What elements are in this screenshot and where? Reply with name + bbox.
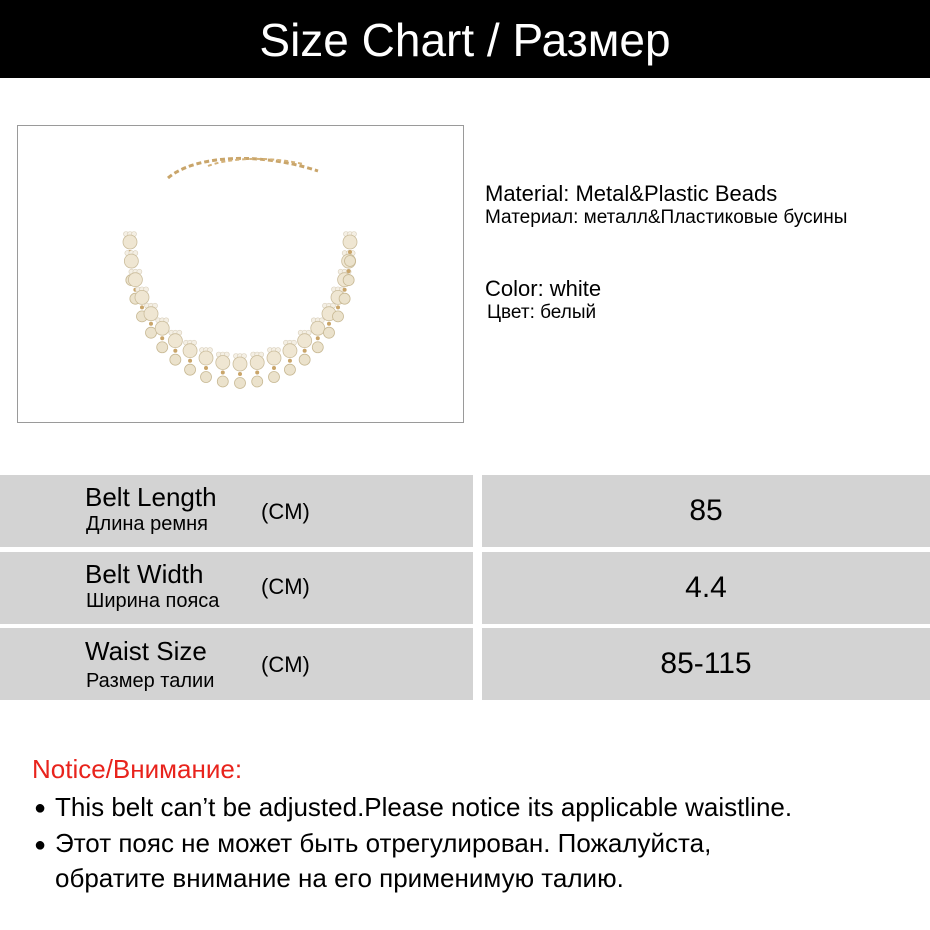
row-label-cell: [0, 475, 473, 547]
notice-title: Notice/Внимание:: [32, 754, 243, 784]
belt-bead: [124, 254, 138, 268]
belt-drop-bead: [170, 354, 181, 365]
bullet-icon: ●: [34, 834, 47, 856]
belt-gold-link: [288, 359, 292, 363]
row-label-cell: [0, 552, 473, 624]
belt-gold-link: [204, 366, 208, 370]
row-unit: (CM): [261, 499, 310, 524]
belt-drop-bead: [343, 275, 354, 286]
material-en: Material: Metal&Plastic Beads: [485, 181, 778, 206]
belt-gold-link: [149, 322, 153, 326]
belt-drop-bead: [339, 293, 350, 304]
belt-bead: [128, 273, 142, 287]
belt-bead: [168, 334, 182, 348]
belt-drop-bead: [333, 311, 344, 322]
belt-bead: [298, 334, 312, 348]
belt-image: [18, 126, 463, 422]
row-label-en: Belt Width: [85, 559, 204, 589]
belt-gold-link: [221, 370, 225, 374]
belt-gold-link: [327, 322, 331, 326]
notice-line-en: This belt can’t be adjusted.Please notice its applicable waistline.: [55, 792, 793, 822]
belt-bead: [183, 344, 197, 358]
row-value: 85: [689, 494, 723, 527]
table-row-belt-width: [0, 552, 930, 624]
belt-gold-link: [173, 349, 177, 353]
belt-gold-link: [348, 250, 352, 254]
belt-bead: [311, 321, 325, 335]
belt-gold-link: [140, 305, 144, 309]
row-label-en: Belt Length: [85, 482, 217, 512]
row-value-cell: [482, 475, 930, 547]
belt-gold-link: [343, 288, 347, 292]
row-label-ru: Длина ремня: [86, 513, 208, 535]
row-value: 85-115: [660, 647, 752, 680]
product-photo: [17, 125, 464, 423]
belt-drop-bead: [252, 376, 263, 387]
notice-line-ru-2: обратите внимание на его применимую талию.: [55, 863, 624, 893]
belt-gold-link: [255, 370, 259, 374]
belt-gold-link: [188, 359, 192, 363]
belt-bead: [123, 235, 137, 249]
belt-gold-link: [347, 269, 351, 273]
belt-gold-link: [272, 366, 276, 370]
row-label-ru: Размер талии: [86, 670, 215, 692]
color-info: [485, 276, 601, 324]
belt-bead: [233, 357, 247, 371]
belt-gold-link: [316, 336, 320, 340]
belt-gold-link: [160, 336, 164, 340]
belt-drop-bead: [268, 372, 279, 383]
bullet-icon: ●: [34, 797, 47, 819]
row-value-cell: [482, 628, 930, 700]
belt-drop-bead: [217, 376, 228, 387]
belt-drop-bead: [299, 354, 310, 365]
row-value: 4.4: [685, 571, 727, 604]
table-row-belt-length: [0, 475, 930, 547]
row-label-cell: [0, 628, 473, 700]
belt-gold-link: [303, 349, 307, 353]
belt-drop-bead: [235, 378, 246, 389]
belt-bead: [144, 307, 158, 321]
material-info: [485, 181, 847, 229]
belt-bead: [343, 235, 357, 249]
belt-drop-bead: [201, 372, 212, 383]
belt-bead: [267, 351, 281, 365]
row-unit: (CM): [261, 574, 310, 599]
color-en: Color: white: [485, 276, 602, 301]
row-label-en: Waist Size: [85, 636, 207, 666]
belt-drop-bead: [345, 256, 356, 267]
belt-drop-bead: [312, 342, 323, 353]
belt-chain: [168, 158, 318, 178]
belt-bead: [199, 351, 213, 365]
belt-drop-bead: [157, 342, 168, 353]
row-value-cell: [482, 552, 930, 624]
belt-gold-link: [336, 305, 340, 309]
belt-drop-bead: [284, 364, 295, 375]
color-ru: Цвет: белый: [487, 302, 597, 323]
material-ru: Материал: металл&Пластиковые бусины: [485, 207, 848, 228]
row-unit: (CM): [261, 652, 310, 677]
belt-bead: [216, 355, 230, 369]
belt-bead: [283, 344, 297, 358]
belt-bead: [135, 290, 149, 304]
belt-gold-link: [238, 372, 242, 376]
row-label-ru: Ширина пояса: [86, 590, 220, 612]
belt-drop-bead: [185, 364, 196, 375]
page-title: Size Chart / Размер: [259, 14, 671, 66]
belt-drop-bead: [323, 327, 334, 338]
notice-line-ru-1: Этот пояс не может быть отрегулирован. Пожалуйста,: [55, 828, 712, 858]
belt-bead: [250, 355, 264, 369]
page-header: [0, 0, 930, 78]
belt-bead: [155, 321, 169, 335]
table-row-waist-size: [0, 628, 930, 700]
